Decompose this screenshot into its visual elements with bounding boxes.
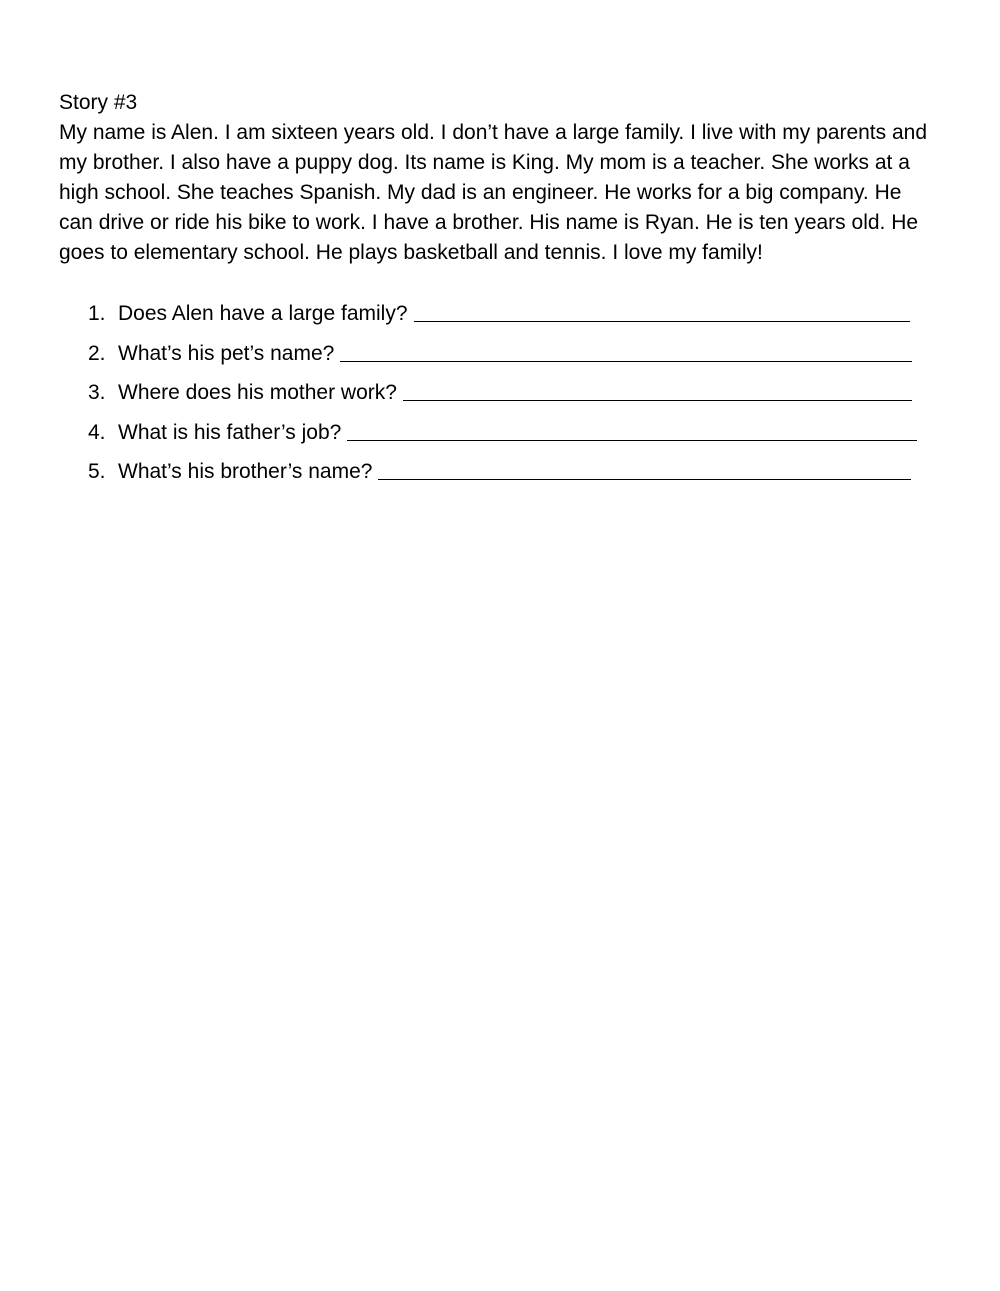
answer-line[interactable] xyxy=(414,303,910,322)
answer-line[interactable] xyxy=(340,343,912,362)
question-number-wrap xyxy=(59,452,118,492)
question-text: Does Alen have a large family? xyxy=(118,302,408,325)
question-item-2 xyxy=(59,334,939,374)
answer-line[interactable] xyxy=(378,461,911,480)
question-number: 4. xyxy=(88,420,106,444)
story-body: My name is Alen. I am sixteen years old. I don’t have a large family. I live with my parents and my brother. I also have a puppy dog. Its name is King. My mom is a teacher. She works at a high school. She teaches Spanish. My dad is an engineer. He works for a big company. He can drive or ride his bike to work. I have a brother. His name is Ryan. He is ten years old. He goes to elementary school. He plays basketball and tennis. I love my family! xyxy=(59,121,928,264)
question-number-wrap xyxy=(59,373,118,413)
question-text: Where does his mother work? xyxy=(118,381,397,404)
question-number: 3. xyxy=(88,381,106,404)
story-title: Story #3 xyxy=(59,91,138,114)
question-item-4 xyxy=(59,413,939,453)
question-number: 1. xyxy=(88,302,106,325)
question-number: 2. xyxy=(88,341,106,365)
question-number: 5. xyxy=(88,460,106,483)
question-number-wrap xyxy=(59,334,118,374)
question-item-5 xyxy=(59,452,939,492)
question-text: What is his father’s job? xyxy=(118,420,342,444)
question-number-wrap xyxy=(59,413,118,453)
question-number-wrap xyxy=(59,294,118,334)
question-item-3 xyxy=(59,373,939,413)
answer-line[interactable] xyxy=(403,382,912,401)
worksheet-page xyxy=(59,88,939,492)
question-list xyxy=(59,294,939,492)
answer-line[interactable] xyxy=(347,422,917,441)
question-item-1 xyxy=(59,294,939,334)
question-text: What’s his brother’s name? xyxy=(118,460,373,483)
question-text: What’s his pet’s name? xyxy=(118,341,335,365)
